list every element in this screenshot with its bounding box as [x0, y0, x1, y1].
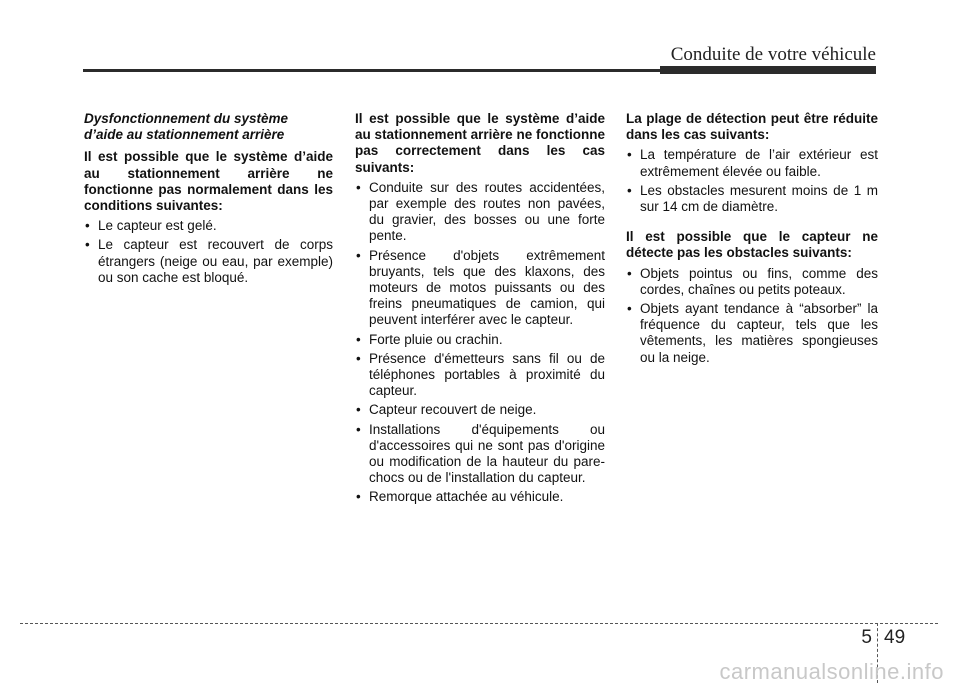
list-item: • Conduite sur des routes accidentées, par exemple des routes non pavées, du gravier, des bosses ou une forte pente. — [355, 180, 605, 245]
column-1 — [84, 111, 333, 289]
list-item: • Objets ayant tendance à “absorber” la fréquence du capteur, tels que les vêtements, les matières spongieuses ou la neige. — [626, 301, 878, 366]
column-2 — [355, 111, 605, 509]
list-item: • Capteur recouvert de neige. — [355, 402, 605, 418]
col3-list-1 — [626, 147, 878, 215]
list-item: • Présence d'objets extrêmement bruyants, tels que des klaxons, des moteurs de motos puissants ou des freins pneumatiques de camion, qui peuvent interférer avec le capteur. — [355, 248, 605, 329]
header-rule-accent — [660, 66, 876, 74]
page-header-title: Conduite de votre véhicule — [670, 44, 876, 65]
col3-intro-1: La plage de détection peut être réduite dans les cas suivants: — [626, 111, 878, 143]
page-number: 49 — [884, 627, 906, 648]
watermark: carmanualsonline.info — [719, 659, 944, 684]
chapter-number: 5 — [861, 627, 872, 648]
col2-intro: Il est possible que le système d’aide au stationnement arrière ne fonctionne pas correctement dans les cas suivants: — [355, 111, 605, 175]
list-item: • La température de l’air extérieur est extrêmement élevée ou faible. — [626, 147, 878, 179]
list-item: • Présence d'émetteurs sans fil ou de téléphones portables à proximité du capteur. — [355, 351, 605, 400]
col1-list — [84, 218, 333, 286]
list-item: • Objets pointus ou fins, comme des cordes, chaînes ou petits poteaux. — [626, 266, 878, 298]
footer-rule — [20, 623, 938, 624]
list-item: • Installations d'équipements ou d'accessoires qui ne sont pas d'origine ou modification de la hauteur du pare-chocs ou de l'installation du capteur. — [355, 422, 605, 487]
col3-intro-2: Il est possible que le capteur ne détecte pas les obstacles suivants: — [626, 229, 878, 261]
subheading-line-1: Dysfonctionnement du système — [84, 111, 289, 126]
list-item: • Forte pluie ou crachin. — [355, 332, 605, 348]
list-item: • Remorque attachée au véhicule. — [355, 489, 605, 505]
col2-list — [355, 180, 605, 506]
list-item: • Le capteur est recouvert de corps étrangers (neige ou eau, par exemple) ou son cache est bloqué. — [84, 237, 333, 286]
subheading-line-2: d’aide au stationnement arrière — [84, 127, 285, 143]
list-item: • Le capteur est gelé. — [84, 218, 333, 234]
col1-intro: Il est possible que le système d’aide au stationnement arrière ne fonctionne pas normalement dans les conditions suivantes: — [84, 149, 333, 214]
col3-list-2 — [626, 266, 878, 366]
section-subheading — [84, 111, 333, 143]
column-3 — [626, 111, 878, 369]
list-item: • Les obstacles mesurent moins de 1 m sur 14 cm de diamètre. — [626, 183, 878, 215]
